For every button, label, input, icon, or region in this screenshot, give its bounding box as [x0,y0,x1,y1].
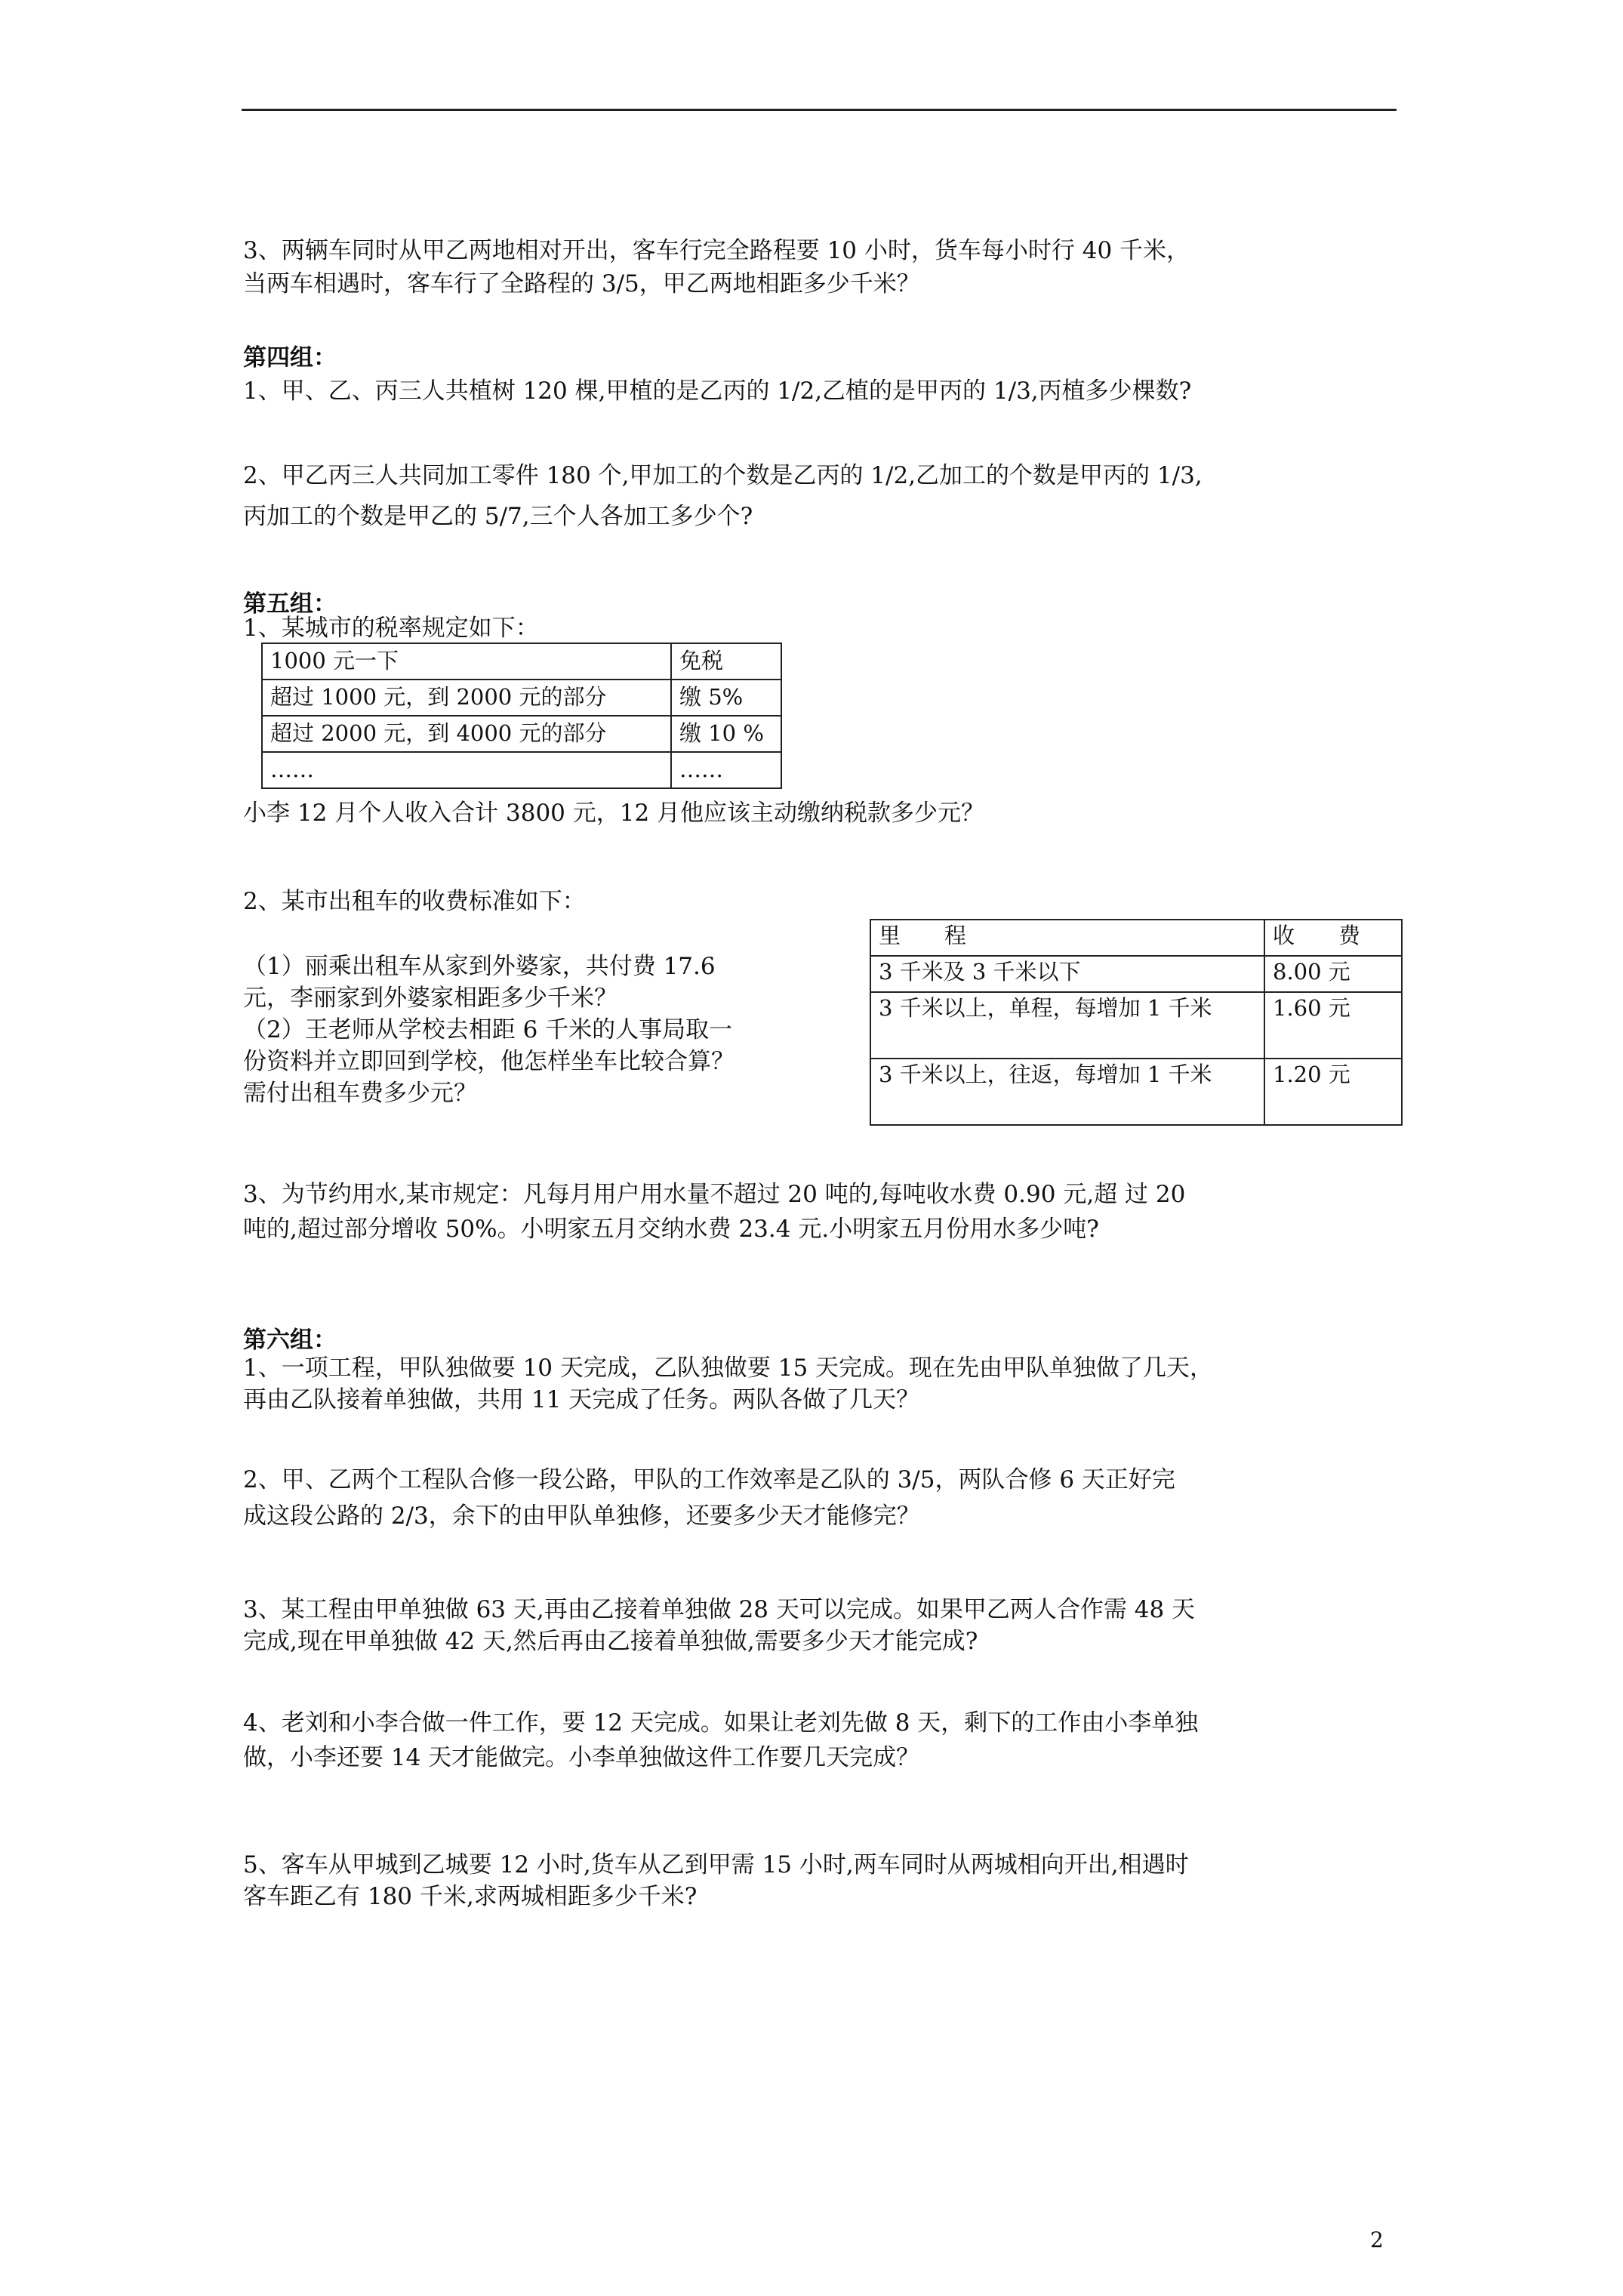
taxi-fee-cell: 8.00 元 [1264,956,1402,992]
header-rule [242,109,1397,111]
table-row [262,752,781,788]
group5-q1-question: 小李 12 月个人收入合计 3800 元，12 月他应该主动缴纳税款多少元？ [243,800,985,827]
group6-q3-line2: 完成,现在甲单独做 42 天,然后再由乙接着单独做,需要多少天才能完成? [243,1628,978,1655]
group5-q2-p1-line2: 元，李丽家到外婆家相距多少千米？ [243,985,617,1012]
tax-rate-cell: …… [671,752,781,788]
taxi-fare-table [870,919,1403,1126]
group4-q2-line2: 丙加工的个数是甲乙的 5/7,三个人各加工多少个? [243,503,753,530]
group6-q1-line2: 再由乙队接着单独做，共用 11 天完成了任务。两队各做了几天？ [243,1386,920,1413]
group6-q2-line2: 成这段公路的 2/3，余下的由甲队单独修，还要多少天才能修完？ [243,1502,920,1530]
group5-q2-p2-line2: 份资料并立即回到学校，他怎样坐车比较合算？ [243,1048,735,1075]
table-row [870,1059,1402,1125]
group5-q2-intro: 2、某市出租车的收费标准如下： [243,888,586,915]
group5-heading: 第五组： [243,590,337,618]
group6-q4-line2: 做，小李还要 14 天才能做完。小李单独做这件工作要几天完成？ [243,1744,920,1771]
group6-q1-line1: 1、一项工程，甲队独做要 10 天完成，乙队独做要 15 天完成。现在先由甲队单独做了几天， [243,1354,1214,1382]
taxi-header-distance: 里 程 [870,920,1264,956]
taxi-distance-cell: 3 千米以上，往返，每增加 1 千米 [870,1059,1264,1125]
tax-rate-cell: 缴 10 % [671,716,781,752]
group5-q2-p2-line1: （2）王老师从学校去相距 6 千米的人事局取一 [243,1016,733,1043]
group4-q1: 1、甲、乙、丙三人共植树 120 棵,甲植的是乙丙的 1/2,乙植的是甲丙的 1/3,丙植多少棵数? [243,378,1192,405]
tax-range-cell: 超过 2000 元，到 4000 元的部分 [262,716,671,752]
table-row [262,716,781,752]
tax-range-cell: …… [262,752,671,788]
group6-q2-line1: 2、甲、乙两个工程队合修一段公路，甲队的工作效率是乙队的 3/5，两队合修 6 天正好完 [243,1466,1175,1493]
group5-q2-p2-line3: 需付出租车费多少元？ [243,1080,477,1107]
table-row [262,643,781,680]
table-row [870,992,1402,1059]
taxi-distance-cell: 3 千米及 3 千米以下 [870,956,1264,992]
group5-q3-line2: 吨的,超过部分增收 50%。小明家五月交纳水费 23.4 元.小明家五月份用水多少吨? [243,1216,1099,1243]
group6-q5-line1: 5、客车从甲城到乙城要 12 小时,货车从乙到甲需 15 小时,两车同时从两城相向开出,相遇时 [243,1851,1189,1878]
group4-heading: 第四组： [243,344,337,371]
tax-rate-table [261,643,782,789]
tax-range-cell: 1000 元一下 [262,643,671,680]
group6-heading: 第六组： [243,1327,337,1354]
taxi-header-fee: 收 费 [1264,920,1402,956]
group6-q3-line1: 3、某工程由甲单独做 63 天,再由乙接着单独做 28 天可以完成。如果甲乙两人合作需 48 天 [243,1596,1196,1623]
table-row [870,920,1402,956]
table-row [262,680,781,716]
group4-q2-line1: 2、甲乙丙三人共同加工零件 180 个,甲加工的个数是乙丙的 1/2,乙加工的个数是甲丙的 1/3, [243,462,1203,489]
page-number: 2 [1370,2227,1384,2252]
group6-q5-line2: 客车距乙有 180 千米,求两城相距多少千米? [243,1883,698,1910]
group5-q1-intro: 1、某城市的税率规定如下： [243,615,539,642]
group6-q4-line1: 4、老刘和小李合做一件工作，要 12 天完成。如果让老刘先做 8 天，剩下的工作由小李单独 [243,1709,1199,1737]
q3-line2: 当两车相遇时，客车行了全路程的 3/5，甲乙两地相距多少千米？ [243,270,920,297]
group5-q2-p1-line1: （1）丽乘出租车从家到外婆家，共付费 17.6 [243,953,716,980]
tax-rate-cell: 缴 5% [671,680,781,716]
taxi-fee-cell: 1.20 元 [1264,1059,1402,1125]
table-row [870,956,1402,992]
taxi-distance-cell: 3 千米以上，单程，每增加 1 千米 [870,992,1264,1059]
tax-rate-cell: 免税 [671,643,781,680]
tax-range-cell: 超过 1000 元，到 2000 元的部分 [262,680,671,716]
taxi-fee-cell: 1.60 元 [1264,992,1402,1059]
group5-q3-line1: 3、为节约用水,某市规定：凡每月用户用水量不超过 20 吨的,每吨收水费 0.90 元,超 过 20 [243,1181,1186,1208]
q3-line1: 3、两辆车同时从甲乙两地相对开出，客车行完全路程要 10 小时，货车每小时行 40 千米， [243,237,1190,264]
